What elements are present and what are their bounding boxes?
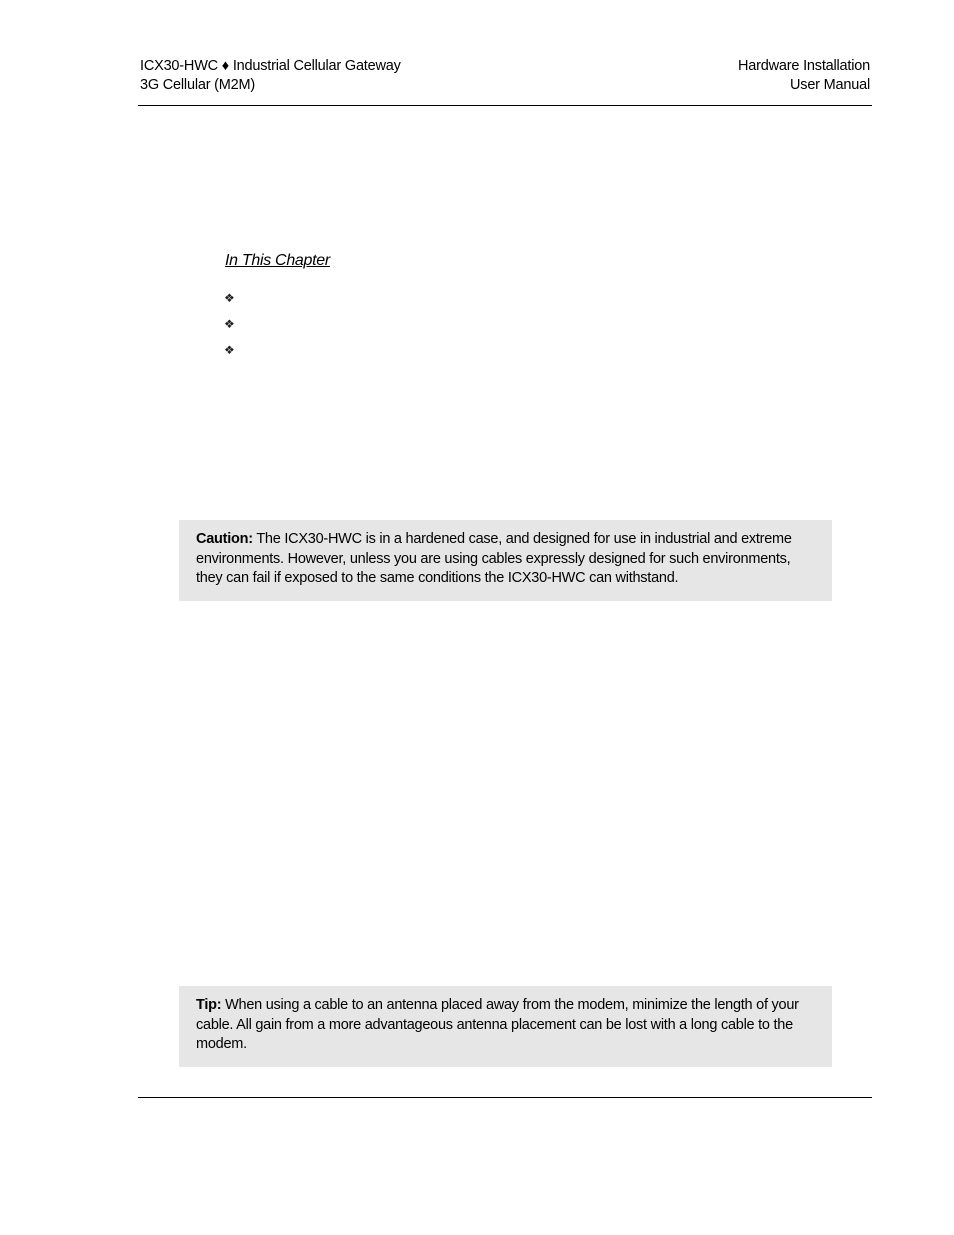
tip-note [179,986,832,1067]
chapter-contents-list [224,290,235,368]
tip-label: Tip: [196,997,222,1013]
caution-text: The ICX30-HWC is in a hardened case, and designed for use in industrial and extreme environments. However, unless you are using cables expressly designed for such environments, they can fail if exposed to the same conditions the ICX30-HWC can withstand. [196,531,792,586]
chapter-bullet-icon: ❖ [224,343,235,357]
header-right [738,57,870,95]
footer-divider [138,1097,872,1098]
header-document-title: User Manual [790,77,870,93]
chapter-bullet-icon: ❖ [224,317,235,331]
caution-label: Caution: [196,531,253,547]
chapter-bullet-icon: ❖ [224,291,235,305]
tip-text: When using a cable to an antenna placed away from the modem, minimize the length of your cable. All gain from a more advantageous antenna placement can be lost with a long cable to the modem. [196,997,799,1052]
header-product-subtitle: 3G Cellular (M2M) [140,77,256,93]
header-section-title: Hardware Installation [737,58,870,74]
in-this-chapter-heading: In This Chapter [225,252,330,269]
caution-note [179,520,832,601]
header-divider [138,105,872,106]
header-left [140,57,401,95]
header-product-title: ICX30-HWC ♦ Industrial Cellular Gateway [140,58,401,74]
